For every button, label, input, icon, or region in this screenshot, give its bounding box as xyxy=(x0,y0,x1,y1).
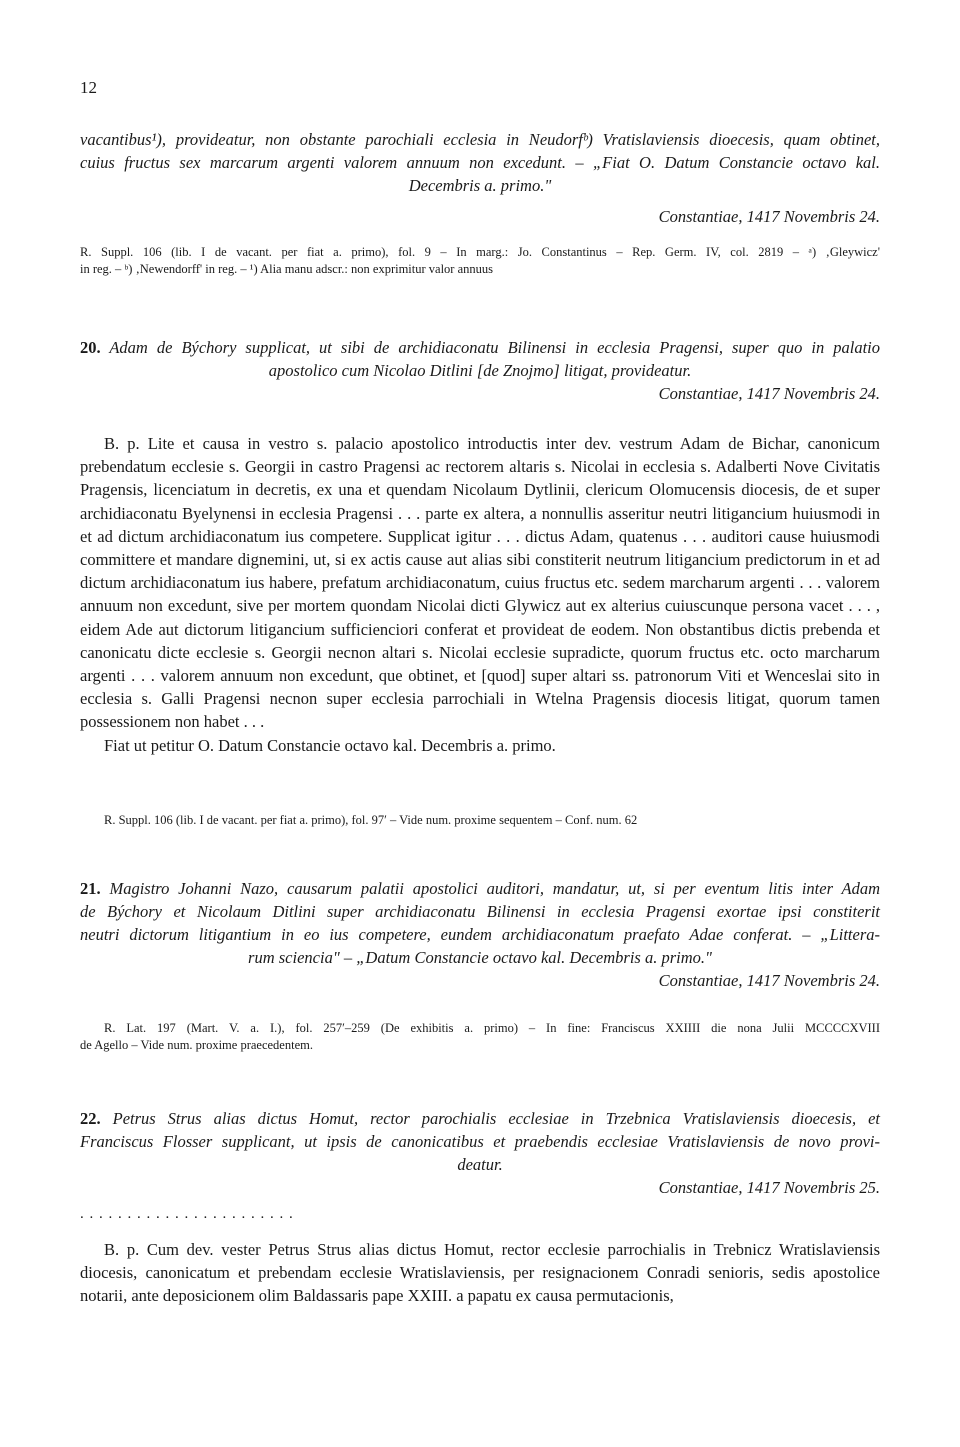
note-line: in reg. – ᵇ) ‚Newendorff' in reg. – ¹) Alia manu adscr.: non exprimitur valor annuus xyxy=(80,262,494,276)
text-line: Franciscus Flosser supplicant, ut ipsis de canonicatibus et praebendis ecclesiae Vratislaviensis de novo provi- xyxy=(80,1132,880,1151)
entry-number: 22. xyxy=(80,1109,101,1128)
entry-date: Constantiae, 1417 Novembris 24. xyxy=(658,971,880,990)
page-number: 12 xyxy=(80,78,97,97)
entry-date: Constantiae, 1417 Novembris 24. xyxy=(658,207,880,226)
text-line: rum sciencia" – „Datum Constancie octavo kal. Decembris a. primo." xyxy=(248,948,712,967)
entry-19-apparatus xyxy=(80,244,880,278)
fiat-line: Fiat ut petitur O. Datum Constancie octavo kal. Decembris a. primo. xyxy=(104,735,556,755)
entry-20-regest xyxy=(80,336,880,405)
text-line: apostolico cum Nicolao Ditlini [de Znojmo] litigat, provideatur. xyxy=(268,361,692,380)
note-line: de Agello – Vide num. proxime praecedentem. xyxy=(80,1038,313,1052)
entry-19-continuation xyxy=(80,128,880,228)
text-line: deatur. xyxy=(457,1155,503,1174)
text-line: Magistro Johanni Nazo, causarum palatii apostolici auditori, mandatur, ut, si per eventum litis inter Adam xyxy=(109,879,881,898)
note-line: R. Lat. 197 (Mart. V. a. I.), fol. 257′–259 (De exhibitis a. primo) – In fine: Franciscus XXIIII die nona Julii MCCCCXVIII xyxy=(104,1021,880,1035)
text-line: Petrus Strus alias dictus Homut, rector parochialis ecclesiae in Trzebnica Vratislaviensis dioecesis, et xyxy=(112,1109,880,1128)
note-line: R. Suppl. 106 (lib. I de vacant. per fiat a. primo), fol. 97′ – Vide num. proxime sequentem – Conf. num. 62 xyxy=(104,813,638,827)
entry-date: Constantiae, 1417 Novembris 24. xyxy=(658,384,880,403)
body-text: B. p. Lite et causa in vestro s. palacio apostolico introductis inter dev. vestrum Adam de Bichar, canonicum prebendatum ecclesie s. Georgii in castro Pragensi ac rectorem altaris s. Nicolai in ecclesia s. Adalberti Nove Civitatis Pragensis, licenciatum in decretis, ex una et quendam Nicolaum Dytlinii, clericum Olomucensis diocesis, de et super archidiaconatu Byelynensi in ecclesia Pragensi . . . parte ex altera, a nonnullis asseritur neutri litigancium huiusmodi in et ad dictum archidiaconatum ius competere. Supplicat igitur . . . dictus Adam, quatenus . . . auditori cause huiusmodi committere et mandare dignemini, ut, si ex actis cause aut alias sibi constiterit neutrum litigancium predictorum in et ad dictum archidiaconatum ius habere, prefatum archidiaconatum, cuius fructus etc. sedem marcharum argenti . . . valorem annuum non excedunt, sive per mortem quondam Nicolai dicti Glywicz aut ex alterius cuiuscunque persona vacet . . . , eidem Ade aut dictorum litigancium sufficienciori conferat et provideat de eodem. Non obstantibus dictis prebenda et canonicatu dicte ecclesie s. Georgii necnon altari s. Nicolai ecclesie supradicte, quorum fructus etc. octo marcharum argenti . . . valorem annuum non excedunt, que obtinet, et [quod] super altari ss. patronorum Viti et Wenceslai sito in ecclesia s. Galli Pragensi necnon super ecclesia parrochiali in Wtelna Pragensis diocesis litigat, quorum tamen possessionem non habet . . . xyxy=(80,434,880,732)
text-line: vacantibus¹), provideatur, non obstante parochiali ecclesia in Neudorfᵇ) Vratislaviensis dioecesis, quam obtinet, xyxy=(80,130,880,149)
body-text: B. p. Cum dev. vester Petrus Strus alias dictus Homut, rector ecclesie parrochialis in Trebnicz Wratislaviensis diocesis, canonicatum et prebendam ecclesie Wratislaviensis, per resignacionem Conradi senioris, sedis apostolice notarii, ante deposicionem olim Baldassaris pape XXIII. a papatu ex causa permutacionis, xyxy=(80,1240,880,1306)
entry-21-regest xyxy=(80,877,880,992)
text-line: neutri dictorum litigantium in eo ius competere, eundem archidiaconatum praefato Adae conferat. – „Littera- xyxy=(80,925,880,944)
entry-number: 20. xyxy=(80,338,101,357)
entry-20-apparatus xyxy=(80,812,880,829)
entry-date: Constantiae, 1417 Novembris 25. xyxy=(658,1178,880,1197)
entry-22-regest xyxy=(80,1107,880,1199)
text-line: Decembris a. primo." xyxy=(408,176,552,195)
text-line: cuius fructus sex marcarum argenti valorem annuum non excedunt. – „Fiat O. Datum Constancie octavo kal. xyxy=(80,153,880,172)
text-line: Adam de Býchory supplicat, ut sibi de archidiaconatu Bilinensi in ecclesia Pragensi, super quo in palatio xyxy=(109,338,881,357)
note-line: R. Suppl. 106 (lib. I de vacant. per fiat a. primo), fol. 9 – In marg.: Jo. Constantinus – Rep. Germ. IV, col. 2819 – ᵃ) ‚Gleywicz' xyxy=(80,245,880,259)
text-line: de Býchory et Nicolaum Ditlini super archidiaconatu Bilinensi in ecclesia Pragensi exortae ipsi constiterit xyxy=(80,902,880,921)
entry-22-body xyxy=(80,1238,880,1308)
entry-number: 21. xyxy=(80,879,101,898)
entry-21-apparatus xyxy=(80,1020,880,1054)
omission-dots: . . . . . . . . . . . . . . . . . . . . . . . xyxy=(80,1206,294,1222)
entry-20-body xyxy=(80,432,880,757)
